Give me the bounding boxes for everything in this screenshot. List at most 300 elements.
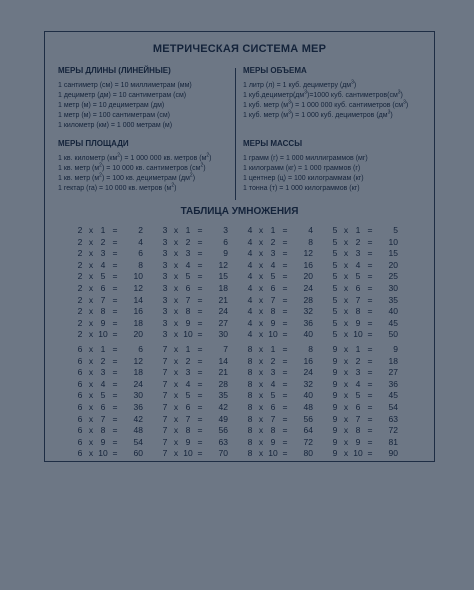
mult-op: x [173,425,179,436]
multiplication-row [75,283,160,295]
mult-r: 2 [138,225,143,235]
mult-b: 1 [100,344,106,354]
mult-eq: = [197,259,203,270]
section-mass-heading: МЕРЫ МАССЫ [243,139,303,148]
mult-eq: = [367,355,373,366]
measure-text: 1 куб. метр (м [243,112,289,119]
measure-text: 1 гектар (га) = 10 000 кв. метров (м [58,185,172,192]
mult-eq: = [367,448,373,459]
mult-a: 8 [247,401,253,412]
mult-r: 16 [303,355,313,366]
mult-r: 12 [133,355,143,366]
measure-line: 1 метр (м) = 10 дециметрам (дм) [58,102,165,109]
mult-r: 5 [393,225,398,235]
mult-eq: = [112,425,118,436]
mult-op: x [343,271,349,282]
mult-b: 10 [268,329,278,340]
multiplication-row [330,356,415,368]
mult-op: x [258,248,264,259]
mult-b: 5 [185,271,191,282]
mult-op: x [88,248,94,259]
vertical-divider [235,68,236,200]
mult-a: 2 [77,225,83,235]
mult-b: 8 [185,306,191,317]
mult-op: x [88,378,94,389]
mult-a: 9 [332,378,338,389]
mult-a: 5 [332,271,338,282]
multiplication-row [330,367,415,379]
mult-op: x [343,344,349,354]
multiplication-row [75,367,160,379]
exponent: 2 [189,172,193,179]
multiplication-row [245,295,330,307]
mult-op: x [343,282,349,293]
mult-a: 2 [77,282,83,293]
mult-a: 4 [247,271,253,282]
mult-r: 16 [303,259,313,270]
mult-eq: = [367,225,373,235]
mult-r: 36 [303,317,313,328]
mult-eq: = [367,413,373,424]
multiplication-row [75,448,160,460]
mult-eq: = [367,329,373,340]
mult-op: x [88,413,94,424]
mult-op: x [173,390,179,401]
multiplication-row [330,225,415,237]
mult-b: 4 [100,378,106,389]
multiplication-row [160,329,245,341]
mult-b: 3 [355,367,361,378]
mult-b: 9 [270,317,276,328]
mult-op: x [88,344,94,354]
multiplication-row [75,318,160,330]
measure-line [58,154,212,164]
mult-eq: = [197,378,203,389]
multiplication-block-bottom [75,344,415,460]
multiplication-row [160,425,245,437]
multiplication-row [245,379,330,391]
mult-a: 5 [332,294,338,305]
exponent: 3 [397,89,401,96]
mult-b: 4 [270,259,276,270]
measure-text: ) = 1 000 куб. дециметров (дм [290,112,388,119]
mult-eq: = [197,413,203,424]
measure-text: 1 куб.дециметр(дм [243,92,305,99]
multiplication-table [75,344,160,460]
mult-eq: = [197,390,203,401]
mult-eq: = [367,294,373,305]
mult-b: 2 [100,355,106,366]
mult-eq: = [367,401,373,412]
mult-eq: = [367,271,373,282]
mult-a: 5 [332,225,338,235]
mult-b: 9 [185,436,191,447]
mult-eq: = [112,236,118,247]
measure-line: 1 метр (м) = 100 сантиметрам (см) [58,112,171,119]
mult-b: 8 [355,306,361,317]
mult-eq: = [112,225,118,235]
mult-b: 4 [100,259,106,270]
mult-r: 42 [133,413,143,424]
mult-op: x [173,225,179,235]
multiplication-row [245,260,330,272]
measure-line: 1 тонна (т) = 1 000 килограммов (кг) [243,185,360,192]
mult-a: 4 [247,282,253,293]
measure-text: )=1000 куб. сантиметров(см [307,92,398,99]
mult-op: x [173,306,179,317]
mult-op: x [88,271,94,282]
mult-eq: = [282,306,288,317]
mult-a: 4 [247,259,253,270]
measure-line [243,91,408,101]
mult-eq: = [282,271,288,282]
mult-op: x [88,367,94,378]
mult-op: x [173,248,179,259]
mult-eq: = [282,367,288,378]
mult-r: 80 [303,448,313,459]
mult-eq: = [282,329,288,340]
mult-a: 3 [162,271,168,282]
mult-a: 7 [162,413,168,424]
mult-r: 27 [388,367,398,378]
mult-r: 64 [303,425,313,436]
mult-a: 5 [332,306,338,317]
multiplication-row [245,344,330,356]
mult-b: 5 [355,390,361,401]
section-volume-heading: МЕРЫ ОБЪЕМА [243,66,307,75]
mult-b: 10 [268,448,278,459]
mult-op: x [343,448,349,459]
mult-b: 6 [100,282,106,293]
multiplication-row [330,329,415,341]
mult-b: 9 [355,317,361,328]
mult-r: 4 [138,236,143,247]
mult-eq: = [112,259,118,270]
mult-b: 10 [98,448,108,459]
mult-b: 8 [270,306,276,317]
mult-a: 3 [162,236,168,247]
multiplication-row [160,356,245,368]
mult-a: 7 [162,448,168,459]
multiplication-row [330,237,415,249]
mult-eq: = [197,448,203,459]
mult-a: 9 [332,401,338,412]
multiplication-block-top [75,225,415,341]
mult-eq: = [112,390,118,401]
multiplication-row [245,356,330,368]
mult-a: 8 [247,367,253,378]
mult-op: x [88,294,94,305]
mult-eq: = [112,344,118,354]
mult-a: 7 [162,344,168,354]
mult-a: 8 [247,344,253,354]
mult-b: 5 [100,390,106,401]
mult-b: 3 [355,248,361,259]
mult-r: 18 [133,317,143,328]
mult-op: x [173,413,179,424]
mult-a: 9 [332,355,338,366]
measure-text: ) [209,155,212,162]
mult-r: 9 [393,344,398,354]
mult-a: 2 [77,306,83,317]
mult-eq: = [197,306,203,317]
mult-b: 3 [100,367,106,378]
multiplication-row [75,437,160,449]
mult-b: 1 [355,225,361,235]
mult-a: 7 [162,378,168,389]
mult-r: 21 [218,294,228,305]
mult-a: 8 [247,413,253,424]
mult-b: 3 [100,248,106,259]
mult-eq: = [112,317,118,328]
mult-eq: = [112,248,118,259]
mult-r: 32 [303,306,313,317]
mult-a: 4 [247,306,253,317]
mult-a: 8 [247,425,253,436]
mult-op: x [258,378,264,389]
multiplication-table [75,225,160,341]
mult-b: 1 [270,225,276,235]
multiplication-row [75,425,160,437]
mult-a: 3 [162,317,168,328]
mult-op: x [88,329,94,340]
mult-eq: = [112,401,118,412]
mult-b: 7 [355,413,361,424]
multiplication-row [160,379,245,391]
mult-r: 35 [388,294,398,305]
multiplication-row [330,437,415,449]
multiplication-row [160,367,245,379]
mult-op: x [88,236,94,247]
mult-op: x [258,225,264,235]
mult-op: x [88,259,94,270]
mult-r: 6 [223,236,228,247]
mult-op: x [343,436,349,447]
mult-b: 10 [353,329,363,340]
mult-r: 24 [303,282,313,293]
mult-r: 81 [388,436,398,447]
mult-r: 45 [388,317,398,328]
multiplication-row [330,248,415,260]
mult-a: 2 [77,294,83,305]
mult-a: 7 [162,390,168,401]
exponent: 3 [304,89,307,96]
mult-a: 5 [332,259,338,270]
mult-b: 6 [100,401,106,412]
mult-op: x [88,317,94,328]
multiplication-row [75,248,160,260]
mult-r: 3 [223,225,228,235]
measure-text: 1 куб. метр (м [243,102,289,109]
mult-r: 14 [218,355,228,366]
multiplication-row [75,225,160,237]
mult-b: 4 [185,378,191,389]
mult-b: 2 [270,236,276,247]
multiplication-row [160,414,245,426]
mult-b: 2 [185,355,191,366]
mult-eq: = [282,425,288,436]
mult-op: x [343,378,349,389]
section-area-lines [58,154,212,194]
section-area [58,139,212,194]
multiplication-row [330,344,415,356]
mult-op: x [343,329,349,340]
mult-op: x [258,271,264,282]
mult-r: 12 [218,259,228,270]
multiplication-row [245,237,330,249]
exponent: 3 [288,109,291,116]
exponent: 3 [403,99,406,106]
mult-eq: = [282,317,288,328]
mult-b: 7 [100,294,106,305]
multiplication-row [160,248,245,260]
mult-eq: = [112,448,118,459]
mult-b: 3 [185,367,191,378]
multiplication-row [160,344,245,356]
mult-eq: = [197,355,203,366]
mult-a: 8 [247,448,253,459]
section-length-heading: МЕРЫ ДЛИНЫ (ЛИНЕЙНЫЕ) [58,66,171,75]
mult-a: 7 [162,401,168,412]
mult-b: 2 [270,355,276,366]
mult-a: 3 [162,259,168,270]
mult-op: x [258,367,264,378]
mult-eq: = [367,317,373,328]
mult-a: 2 [77,271,83,282]
mult-a: 9 [332,413,338,424]
mult-eq: = [197,401,203,412]
mult-op: x [88,448,94,459]
mult-eq: = [282,282,288,293]
mult-a: 9 [332,448,338,459]
measure-text: 1 кв. метр (м [58,175,100,182]
multiplication-row [245,248,330,260]
mult-eq: = [367,306,373,317]
multiplication-row [330,283,415,295]
multiplication-table [160,344,245,460]
mult-op: x [173,378,179,389]
mult-r: 56 [218,425,228,436]
mult-r: 12 [303,248,313,259]
mult-eq: = [197,225,203,235]
mult-op: x [258,259,264,270]
mult-b: 1 [355,344,361,354]
mult-op: x [173,355,179,366]
mult-a: 6 [77,425,83,436]
mult-op: x [258,236,264,247]
measure-text: ) [353,82,357,89]
mult-r: 16 [133,306,143,317]
mult-op: x [173,344,179,354]
mult-eq: = [282,401,288,412]
multiplication-row [75,271,160,283]
measure-line [58,174,212,184]
mult-a: 9 [332,390,338,401]
multiplication-row [75,344,160,356]
mult-b: 5 [185,390,191,401]
mult-r: 8 [308,344,313,354]
mult-a: 7 [162,367,168,378]
section-volume [243,66,408,121]
mult-op: x [173,294,179,305]
multiplication-row [245,448,330,460]
mult-op: x [343,225,349,235]
mult-a: 2 [77,236,83,247]
measure-text: 1 литр (л) = 1 куб. дециметру (дм [243,82,352,89]
mult-r: 42 [218,401,228,412]
mult-eq: = [367,236,373,247]
mult-r: 9 [223,248,228,259]
mult-op: x [258,329,264,340]
mult-eq: = [197,271,203,282]
mult-eq: = [112,355,118,366]
mult-a: 6 [77,390,83,401]
mult-op: x [88,425,94,436]
mult-eq: = [197,344,203,354]
multiplication-row [245,414,330,426]
mult-r: 30 [133,390,143,401]
mult-b: 8 [355,425,361,436]
mult-r: 50 [388,329,398,340]
mult-b: 4 [355,378,361,389]
multiplication-row [75,356,160,368]
mult-b: 2 [100,236,106,247]
mult-a: 9 [332,436,338,447]
mult-b: 5 [355,271,361,282]
mult-r: 18 [388,355,398,366]
mult-b: 1 [185,344,191,354]
mult-r: 36 [133,401,143,412]
measure-line [58,164,212,174]
multiplication-row [245,437,330,449]
mult-op: x [173,448,179,459]
mult-eq: = [367,367,373,378]
mult-a: 4 [247,225,253,235]
exponent: 2 [171,182,175,189]
measure-line: 1 центнер (ц) = 100 килограммам (кг) [243,175,364,182]
mult-b: 7 [270,413,276,424]
multiplication-row [160,306,245,318]
mult-r: 4 [308,225,313,235]
mult-r: 6 [138,248,143,259]
mult-r: 20 [303,271,313,282]
mult-b: 5 [270,390,276,401]
mult-a: 2 [77,259,83,270]
mult-a: 6 [77,436,83,447]
mult-b: 6 [270,282,276,293]
measure-line [243,111,408,121]
mult-op: x [173,401,179,412]
mult-eq: = [112,306,118,317]
mult-eq: = [112,436,118,447]
multiplication-row [245,283,330,295]
multiplication-row [330,306,415,318]
measure-text: ) = 100 кв. дециметрам (дм [101,175,190,182]
mult-r: 30 [218,329,228,340]
mult-op: x [343,248,349,259]
mult-r: 48 [133,425,143,436]
mult-op: x [88,225,94,235]
mult-r: 48 [303,401,313,412]
mult-op: x [258,436,264,447]
mult-r: 20 [133,329,143,340]
mult-r: 28 [303,294,313,305]
mult-eq: = [197,317,203,328]
mult-b: 3 [270,248,276,259]
exponent: 2 [117,152,121,159]
mult-r: 54 [388,401,398,412]
mult-op: x [343,294,349,305]
